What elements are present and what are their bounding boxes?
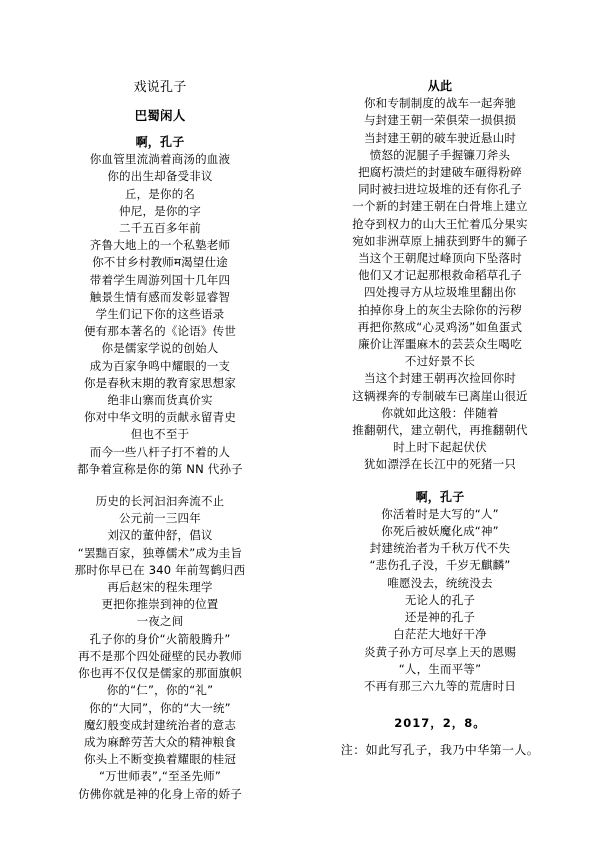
poem-line: “万世师表”,“至圣先师” bbox=[98, 769, 222, 784]
poem-line: 历史的长河汩汩奔流不止 bbox=[95, 494, 225, 509]
poem-line: 你也再不仅仅是儒家的那面旗帜 bbox=[78, 666, 242, 681]
poem-line: 这辆裸奔的专制破车已离崖山很近 bbox=[352, 388, 528, 403]
poem-line: 再不是那个四处碰壁的民办教师 bbox=[78, 648, 242, 663]
poem-line: 成为百家争鸣中耀眼的一支 bbox=[89, 358, 231, 373]
poem-line: 更把你推崇到神的位置 bbox=[101, 597, 219, 612]
poem-line: 拍掉你身上的灰尘去除你的污秽 bbox=[358, 302, 522, 317]
poem-line: 触景生情有感而发彰显睿智 bbox=[89, 289, 231, 304]
poem-line: 愤怒的泥腿子手握镰刀斧头 bbox=[369, 147, 511, 162]
document-author: 巴蜀闲人 bbox=[134, 108, 186, 123]
poem-line: 仲尼，是你的字 bbox=[119, 203, 201, 218]
stanza-3-heading: 从此 bbox=[427, 79, 453, 93]
poem-line: 犹如漂浮在长江中的死猪一只 bbox=[363, 457, 517, 472]
poem-line: 宛如非洲草原上捕获到野牛的狮子 bbox=[352, 233, 528, 248]
poem-line: 无论人的孔子 bbox=[404, 592, 476, 607]
poem-line: 再把你熬成“心灵鸡汤”如鱼蛋式 bbox=[357, 319, 523, 334]
poem-line: 你不甘乡村教师म渴望仕途 bbox=[92, 255, 228, 270]
spacer bbox=[26, 478, 294, 493]
poem-line: 你头上不断变换着耀眼的桂冠 bbox=[83, 752, 237, 767]
poem-line: 还是神的孔子 bbox=[404, 610, 476, 625]
poem-line: “人，生而平等” bbox=[398, 661, 482, 676]
poem-line: 便有那本著名的《论语》传世 bbox=[83, 324, 237, 339]
poem-line: 抢夺到权力的山大王忙着瓜分果实 bbox=[352, 216, 528, 231]
poem-line: 仿佛你就是神的化身上帝的娇子 bbox=[78, 786, 242, 801]
poem-line: 但也不至于 bbox=[130, 427, 190, 442]
poem-line: 一夜之间 bbox=[136, 614, 184, 629]
poem-line: 那时你早已在 340 年前驾鹤归西 bbox=[74, 562, 246, 577]
spacer bbox=[306, 695, 574, 715]
stanza-1-heading: 啊，孔子 bbox=[135, 135, 185, 149]
poem-line: 你是儒家学说的创始人 bbox=[101, 341, 219, 356]
poem-line: 炎黄子孙方可尽享上天的恩赐 bbox=[363, 644, 517, 659]
poem-line: 丘，是你的名 bbox=[124, 186, 196, 201]
poem-line: 再后赵宋的程朱理学 bbox=[107, 580, 213, 595]
poem-line: 你的出生却备受非议 bbox=[107, 169, 213, 184]
poem-line: 你活着时是大写的“人” bbox=[381, 506, 499, 521]
spacer bbox=[306, 474, 574, 489]
poem-line: 当这个封建王朝再次捡回你时 bbox=[363, 371, 517, 386]
poem-line: 你血管里流淌着商汤的血液 bbox=[89, 152, 231, 167]
poem-line: 都争着宣称是你的第 NN 代孙子 bbox=[77, 461, 243, 476]
poem-line: 带着学生周游列国十几年四 bbox=[89, 272, 231, 287]
poem-line: 你就如此这般：伴随着 bbox=[381, 405, 499, 420]
stanza-4-heading: 啊，孔子 bbox=[415, 489, 465, 504]
poem-line: 一个新的封建王朝在白骨堆上建立 bbox=[352, 199, 528, 214]
poem-line: 齐鲁大地上的一个私塾老师 bbox=[89, 238, 231, 253]
spacer bbox=[306, 732, 574, 741]
two-column-layout bbox=[26, 78, 574, 803]
poem-line: 与封建王朝一荣俱荣一损俱损 bbox=[363, 113, 517, 128]
poem-line: 时上时下起起伏伏 bbox=[393, 440, 487, 455]
poem-line: 四处搜寻方从垃圾堆里翻出你 bbox=[363, 285, 517, 300]
poem-line: 当这个王朝爬过峰顶向下坠落时 bbox=[358, 251, 522, 266]
poem-line: 而今一些八杆子打不着的人 bbox=[89, 444, 231, 459]
poem-line: 白茫茫大地好干净 bbox=[393, 627, 487, 642]
spacer bbox=[26, 125, 294, 134]
poem-line: 推翻朝代，建立朝代，再推翻朝代 bbox=[352, 423, 528, 438]
poem-line: 你死后被妖魔化成“神” bbox=[381, 524, 499, 539]
poem-line: 把腐朽溃烂的封建破车砸得粉碎 bbox=[358, 165, 522, 180]
spacer bbox=[26, 97, 294, 106]
footnote: 注：如此写孔子，我乃中华第一人。 bbox=[340, 743, 540, 758]
date-signature: 2017，2，8。 bbox=[394, 716, 486, 731]
poem-line: 公元前一三四年 bbox=[119, 511, 201, 526]
right-column bbox=[306, 78, 574, 759]
poem-line: 成为麻醉劳苦大众的精神粮食 bbox=[83, 734, 237, 749]
poem-line: “罢黜百家，独尊儒术”成为圭旨 bbox=[77, 545, 243, 560]
poem-line: 刘汉的董仲舒，倡议 bbox=[107, 528, 213, 543]
poem-line: 二千五百多年前 bbox=[119, 221, 201, 236]
poem-line: 你的“大同”，你的“大一统” bbox=[89, 700, 231, 715]
poem-line: 学生们记下你的这些语录 bbox=[95, 307, 225, 322]
poem-line: 不再有那三六九等的荒唐时日 bbox=[363, 678, 517, 693]
document-title: 戏说孔子 bbox=[133, 80, 187, 95]
poem-line: 廉价让浑噩麻木的芸芸众生喝吃 bbox=[358, 337, 522, 352]
poem-line: 封建统治者为千秋万代不失 bbox=[369, 541, 511, 556]
poem-line: 魔幻般变成封建统治者的意志 bbox=[83, 717, 237, 732]
poem-line: 你对中华文明的贡献永留青史 bbox=[83, 410, 237, 425]
poem-line: 你的“仁”，你的“礼” bbox=[106, 683, 214, 698]
poem-line: 他们又才记起那根救命稻草孔子 bbox=[358, 268, 522, 283]
poem-line: 绝非山寨而货真价实 bbox=[107, 393, 213, 408]
poem-line: 不过好景不长 bbox=[404, 354, 476, 369]
poem-line: 你和专制制度的战车一起奔驰 bbox=[363, 96, 517, 111]
poem-line: 同时被扫进垃圾堆的还有你孔子 bbox=[358, 182, 522, 197]
poem-line: 唯愿没去，统统没去 bbox=[387, 575, 493, 590]
poem-line: 当封建王朝的破车驶近悬山时 bbox=[363, 130, 517, 145]
left-column bbox=[26, 78, 294, 803]
poem-line: 孔子你的身价“火箭般腾升” bbox=[89, 631, 231, 646]
poem-line: “悲伤孔子没，千岁无麒麟” bbox=[369, 558, 511, 573]
poem-line: 你是春秋末期的教育家思想家 bbox=[83, 375, 237, 390]
